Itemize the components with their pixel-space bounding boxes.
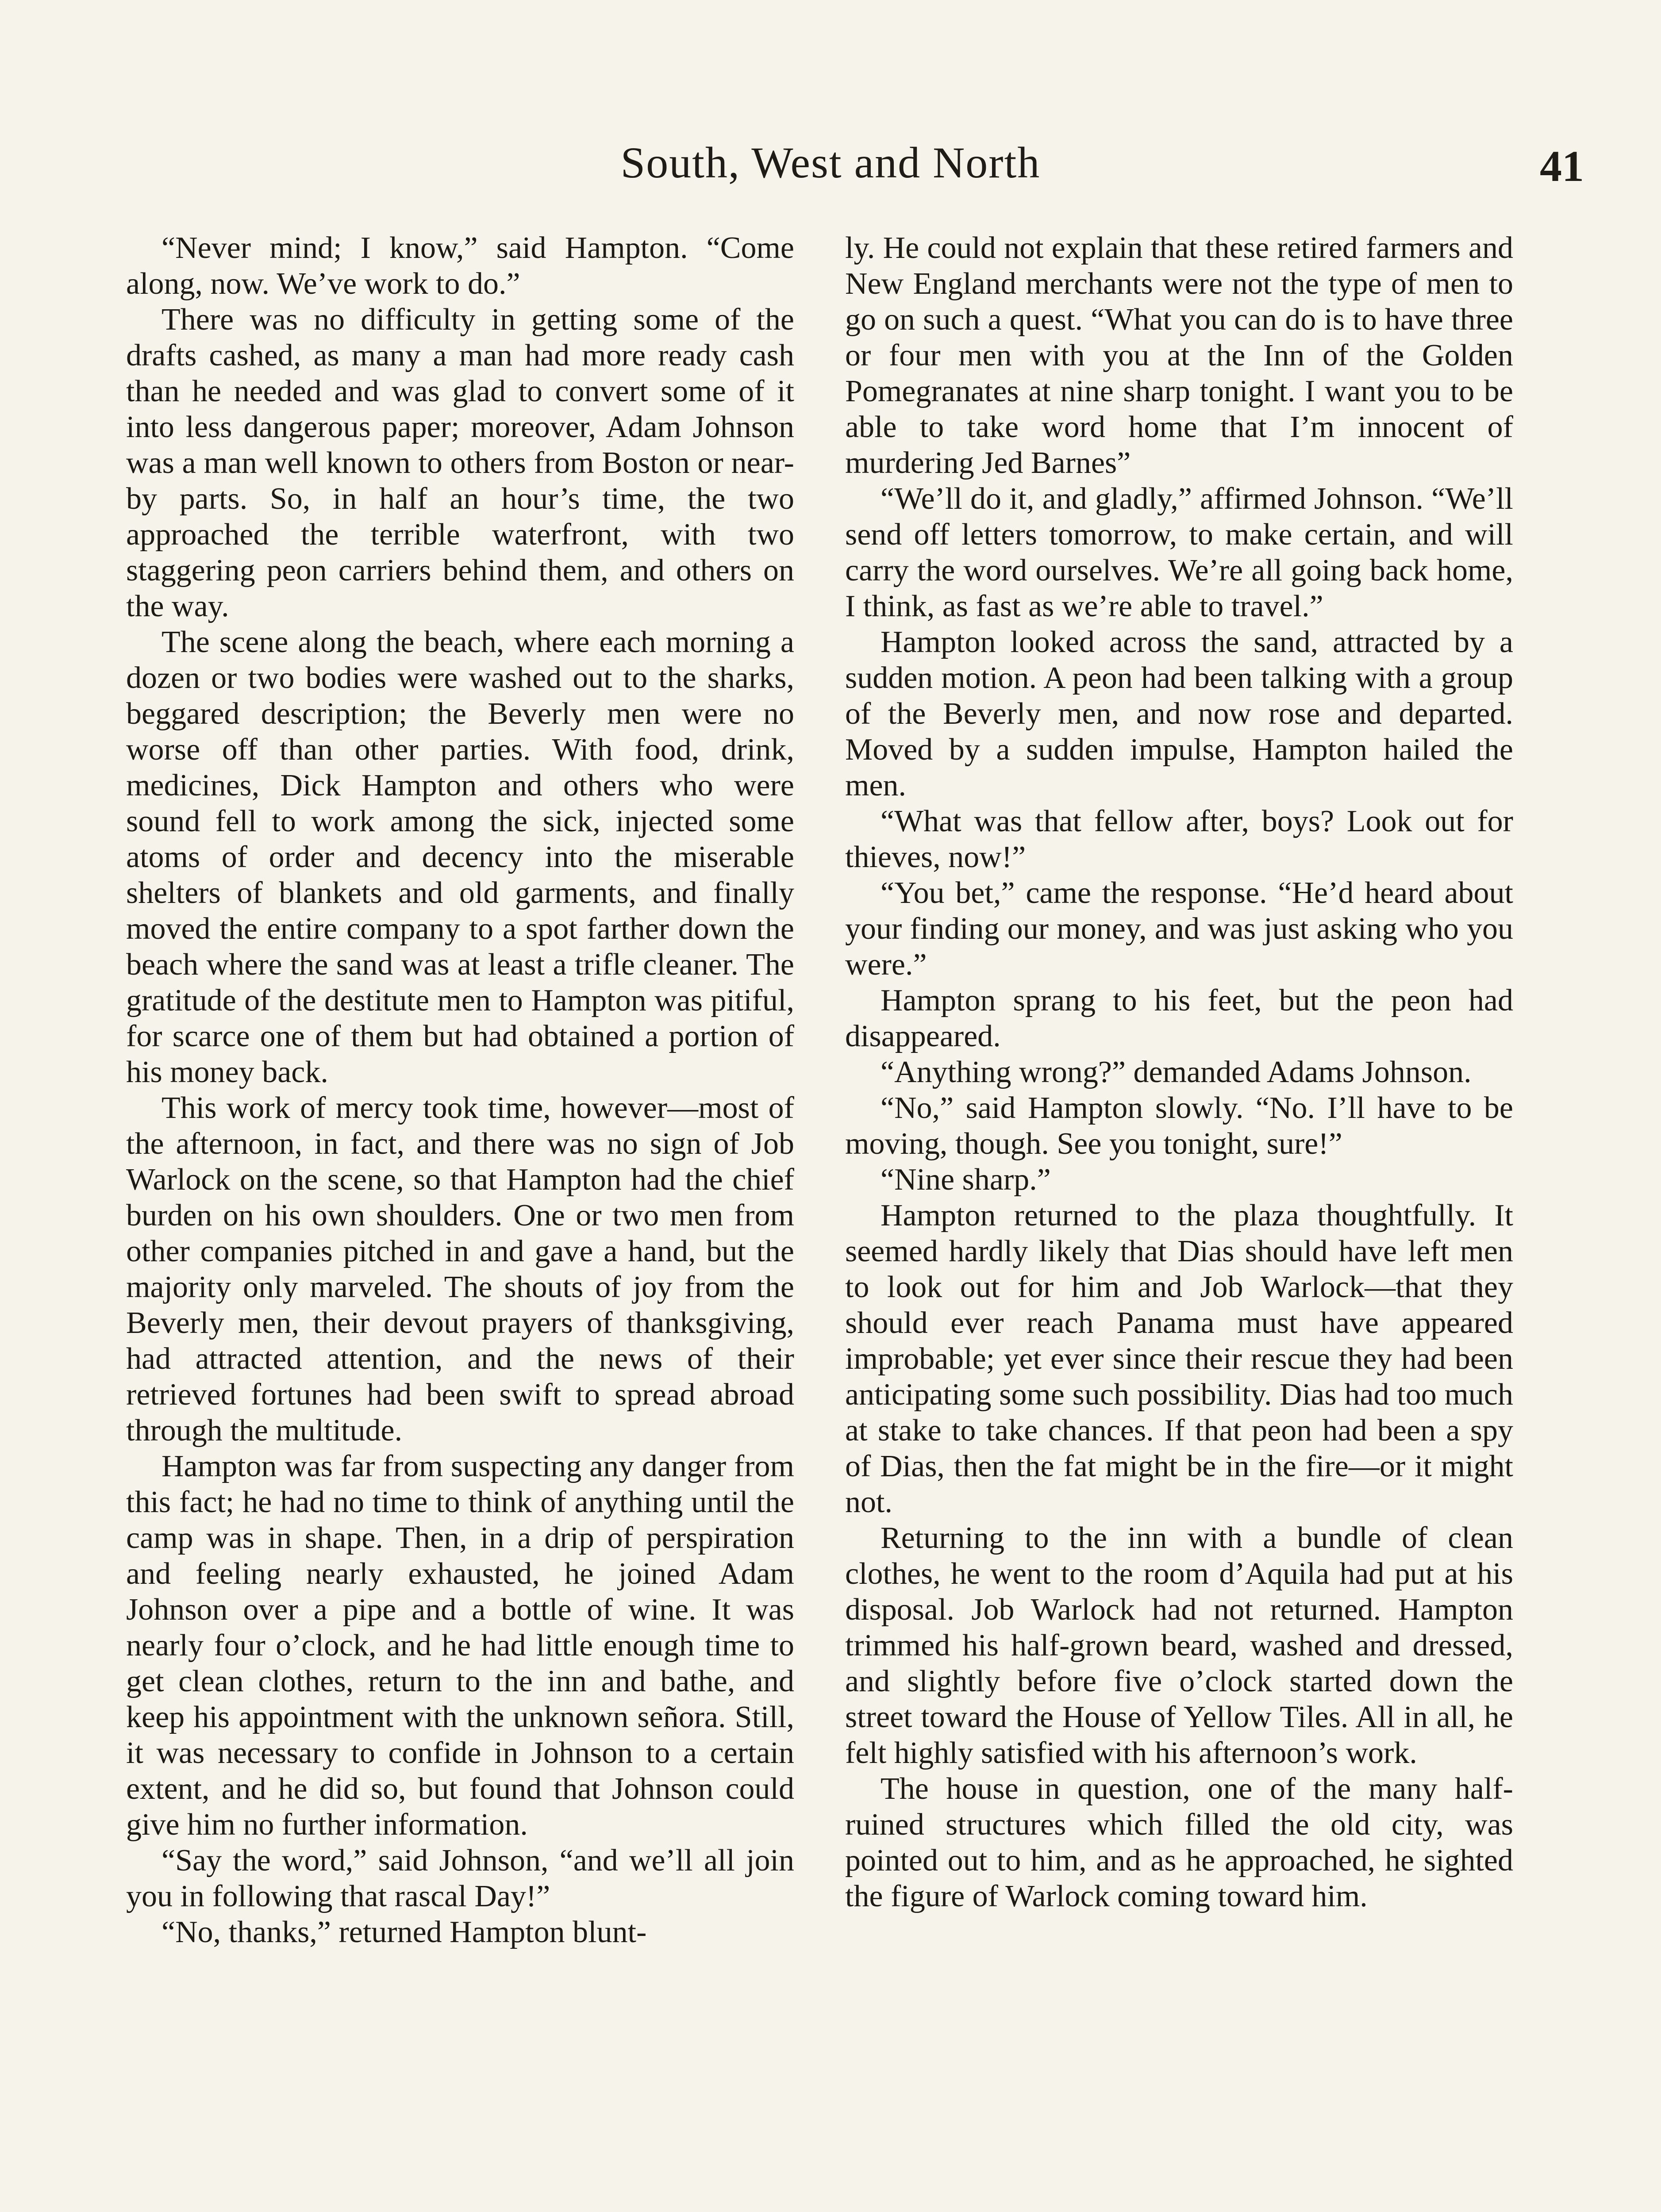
paragraph-continuation: ly. He could not explain that these retired farmers and New England merchants were not the type of men to go on such a quest. “What you can do is to have three or four men with you at the Inn of the Golden Pomegranates at nine sharp tonight. I want you to be able to take word home that I’m innocent of murdering Jed Barnes” xyxy=(845,231,1513,480)
paragraph: Hampton was far from suspecting any danger from this fact; he had no time to think of anything until the camp was in shape. Then, in a drip of perspiration and feeling nearly exhausted, he joined Adam Johnson over a pipe and a bottle of wine. It was nearly four o’clock, and he had little enough time to get clean clothes, return to the inn and bathe, and keep his appointment with the unknown señora. Still, it was necessary to confide in Johnson to a certain extent, and he did so, but found that Johnson could give him no further information. xyxy=(126,1449,794,1842)
paragraph: “Never mind; I know,” said Hampton. “Come along, now. We’ve work to do.” xyxy=(126,231,794,301)
paragraph: Hampton sprang to his feet, but the peon had disappeared. xyxy=(845,983,1513,1053)
paragraph: “Nine sharp.” xyxy=(880,1163,1051,1197)
running-title: South, West and North xyxy=(620,138,1041,187)
paragraph: “Say the word,” said Johnson, “and we’ll all join you in following that rascal Day!” xyxy=(126,1843,794,1913)
paragraph: “We’ll do it, and gladly,” affirmed Johnson. “We’ll send off letters tomorrow, to make certain, and will carry the word ourselves. We’re all going back home, I think, as fast as we’re able to travel.” xyxy=(845,482,1513,623)
paragraph: This work of mercy took time, however—most of the afternoon, in fact, and there was no sign of Job Warlock on the scene, so that Hampton had the chief burden on his own shoulders. One or two men from other companies pitched in and gave a hand, but the majority only marveled. The shouts of joy from the Beverly men, their devout prayers of thanksgiving, had attracted attention, and the news of their retrieved fortunes had been swift to spread abroad through the multitude. xyxy=(126,1091,794,1448)
page-header xyxy=(0,133,1661,199)
page-number: 41 xyxy=(1540,142,1584,191)
paragraph: “You bet,” came the response. “He’d heard about your finding our money, and was just asking who you were.” xyxy=(845,876,1513,982)
paragraph: Hampton looked across the sand, attracted by a sudden motion. A peon had been talking with a group of the Beverly men, and now rose and departed. Moved by a sudden impulse, Hampton hailed the men. xyxy=(845,625,1513,803)
paragraph: “What was that fellow after, boys? Look out for thieves, now!” xyxy=(845,804,1513,874)
paragraph: “No, thanks,” returned Hampton blunt- xyxy=(161,1915,647,1949)
right-column xyxy=(845,230,1513,2212)
paragraph: Hampton returned to the plaza thoughtfully. It seemed hardly likely that Dias should have left men to look out for him and Job Warlock—that they should ever reach Panama must have appeared improbable; yet ever since their rescue they had been anticipating some such possibility. Dias had too much at stake to take chances. If that peon had been a spy of Dias, then the fat might be in the fire—or it might not. xyxy=(845,1198,1513,1519)
paragraph: Returning to the inn with a bundle of clean clothes, he went to the room d’Aquila had put at his disposal. Job Warlock had not returned. Hampton trimmed his half-grown beard, washed and dressed, and slightly before five o’clock started down the street toward the House of Yellow Tiles. All in all, he felt highly satisfied with his afternoon’s work. xyxy=(845,1521,1513,1770)
article-body xyxy=(126,230,1513,2212)
left-column xyxy=(126,230,794,2212)
paragraph: “No,” said Hampton slowly. “No. I’ll have to be moving, though. See you tonight, sure!” xyxy=(845,1091,1513,1161)
paragraph: The scene along the beach, where each morning a dozen or two bodies were washed out to the sharks, beggared description; the Beverly men were no worse off than other parties. With food, drink, medicines, Dick Hampton and others who were sound fell to work among the sick, injected some atoms of order and decency into the miserable shelters of blankets and old garments, and finally moved the entire company to a spot farther down the beach where the sand was at least a trifle cleaner. The gratitude of the destitute men to Hampton was pitiful, for scarce one of them but had obtained a portion of his money back. xyxy=(126,625,794,1089)
paragraph: There was no difficulty in getting some of the drafts cashed, as many a man had more ready cash than he needed and was glad to convert some of it into less dangerous paper; moreover, Adam Johnson was a man well known to others from Boston or near-by parts. So, in half an hour’s time, the two approached the terrible waterfront, with two staggering peon carriers behind them, and others on the way. xyxy=(126,303,794,623)
paragraph: “Anything wrong?” demanded Adams Johnson. xyxy=(880,1055,1472,1089)
paragraph: The house in question, one of the many half-ruined structures which filled the old city, was pointed out to him, and as he approached, he sighted the figure of Warlock coming toward him. xyxy=(845,1772,1513,1913)
